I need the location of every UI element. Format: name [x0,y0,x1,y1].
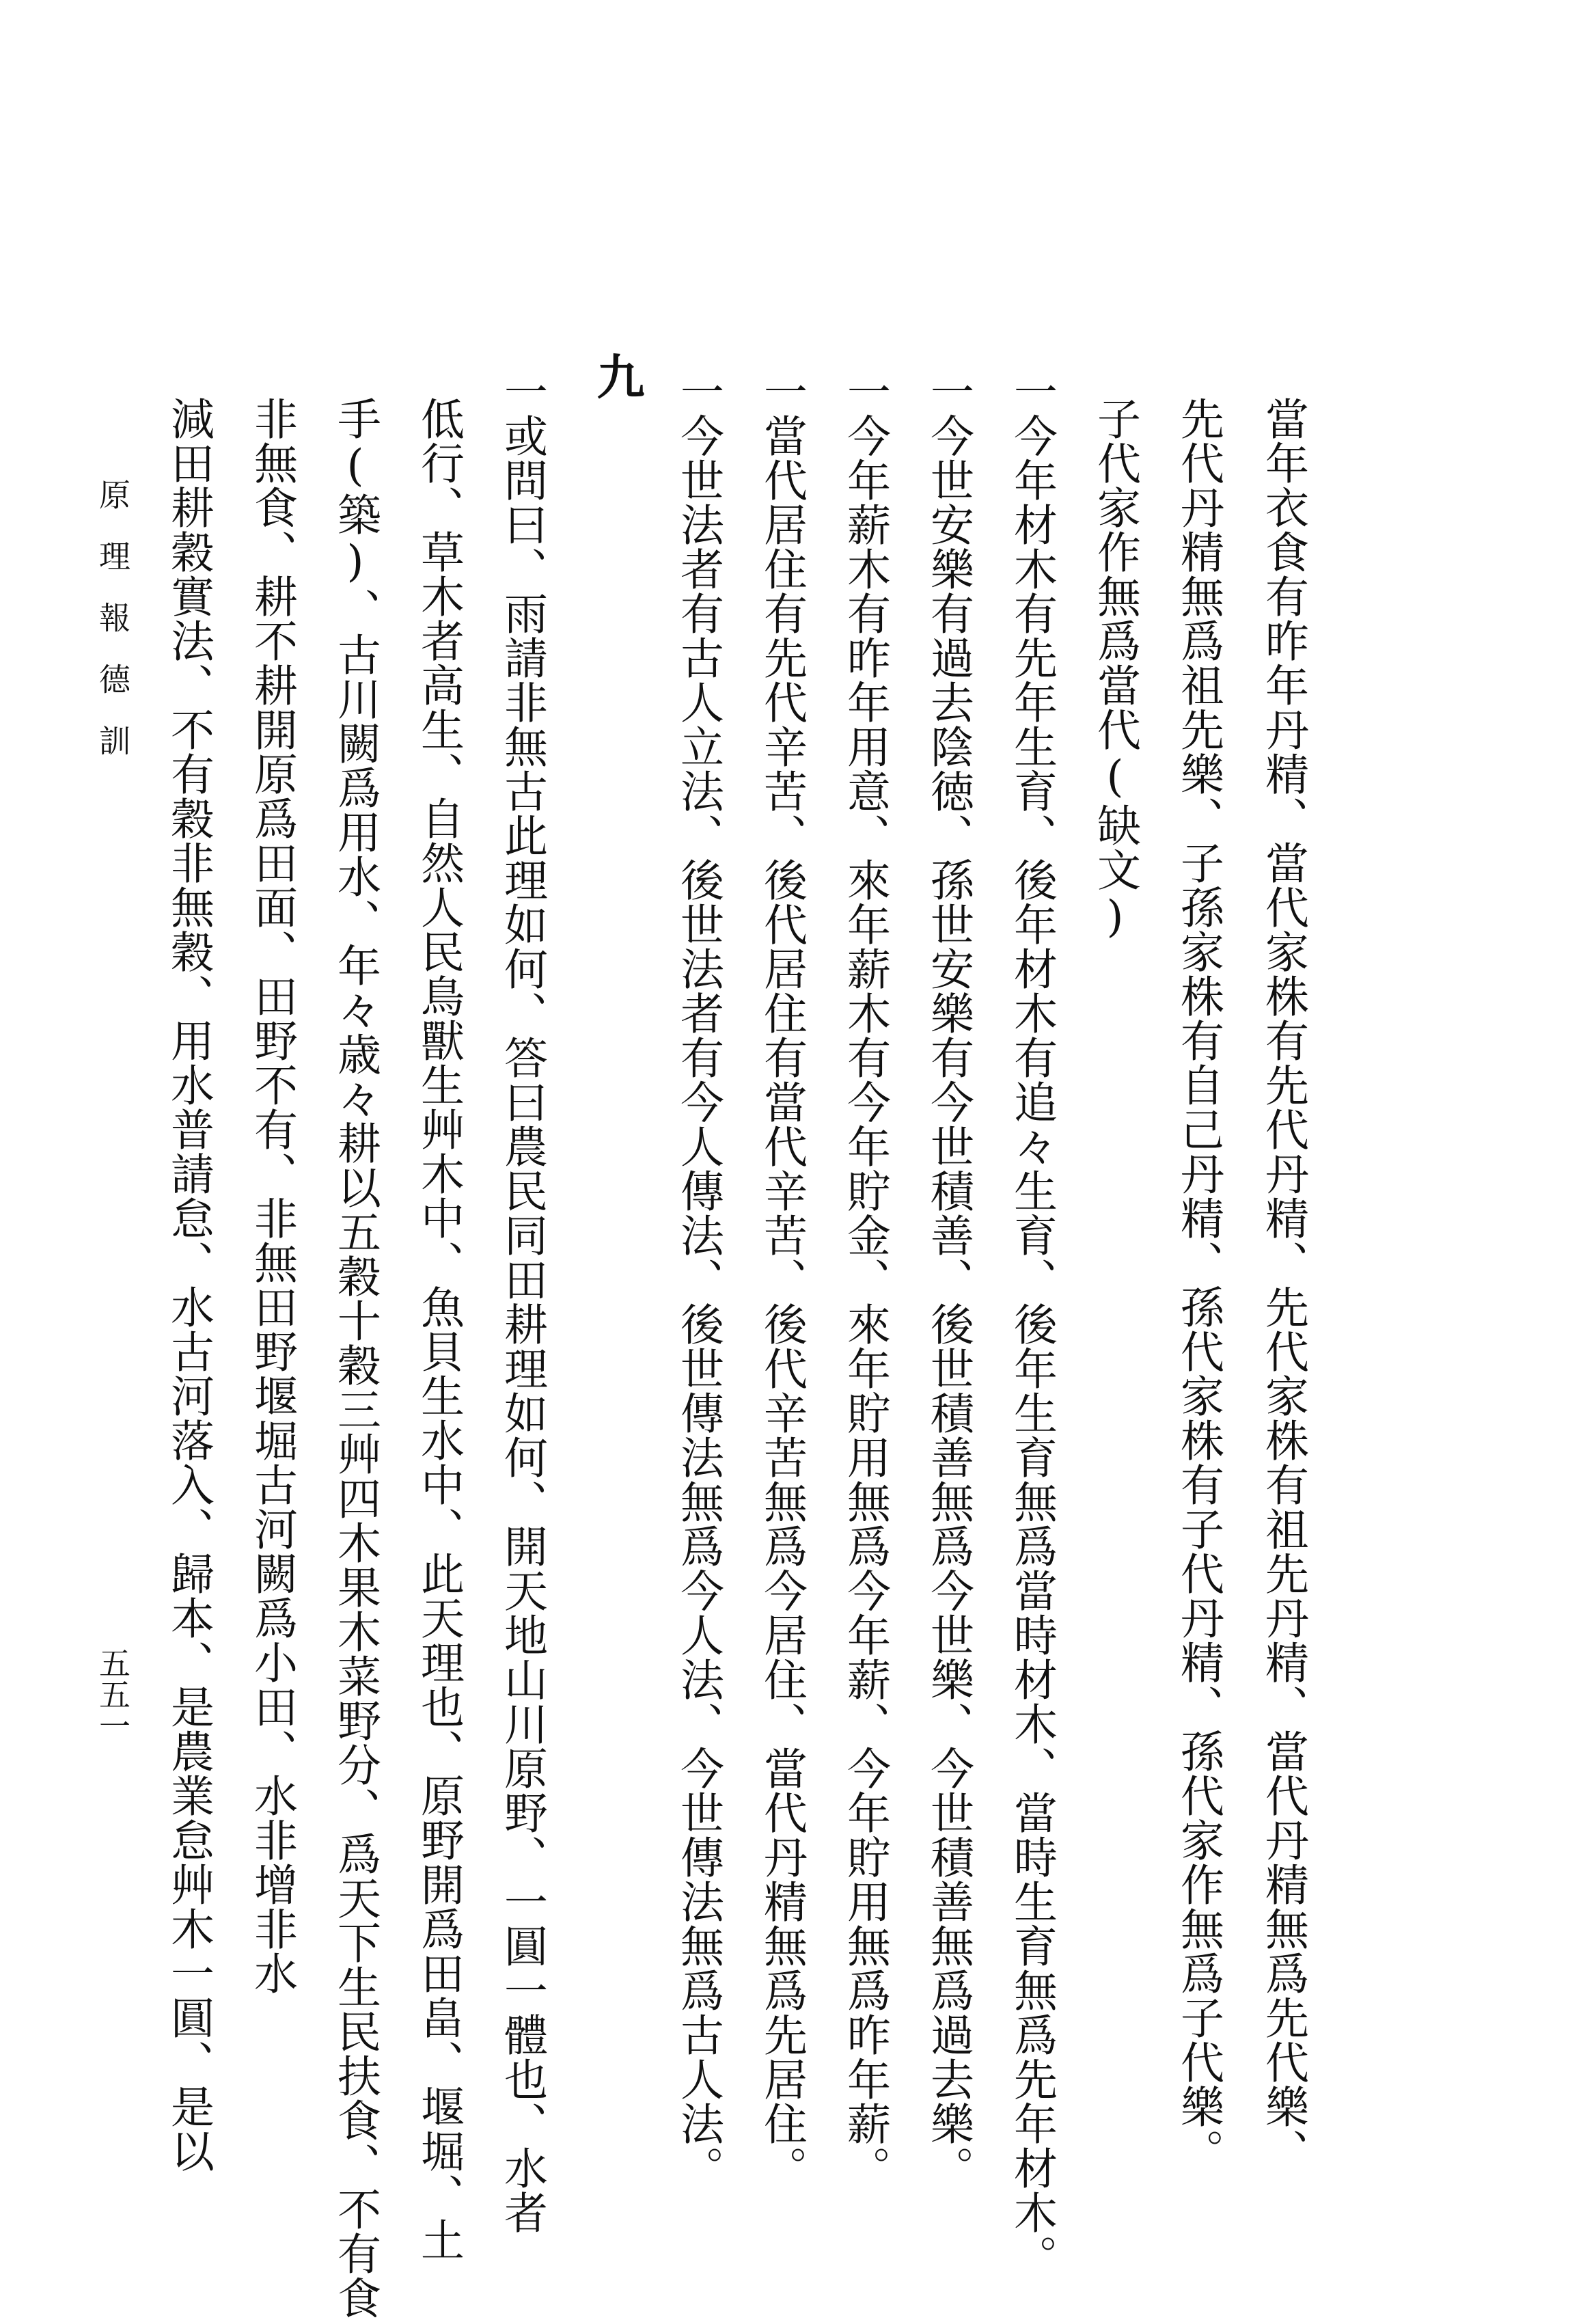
text-column-13: 減田耕穀實法、不有穀非無穀、用水普請怠、水古河落入、歸本、是農業怠艸木一圓、是以 [163,396,214,2173]
text-column-7: 一當代居住有先代辛苦、後代居住有當代辛苦、後代辛苦無爲今居住、當代丹精無爲先居住。 [756,369,807,2190]
text-column-1: 當年衣食有昨年丹精、當代家株有先代丹精、先代家株有祖先丹精、當代丹精無爲先代樂、 [1258,396,1308,2173]
text-column-4: 一今年材木有先年生育、後年材木有追々生育、後年生育無爲當時材木、當時生育無爲先年材木。 [1006,369,1057,2279]
text-column-8: 一今世法者有古人立法、後世法者有今人傳法、後世傳法無爲今人法、今世傳法無爲古人法。 [673,369,724,2190]
text-column-6: 一今年薪木有昨年用意、來年薪木有今年貯金、來年貯用無爲今年薪、今年貯用無爲昨年薪。 [840,369,890,2190]
text-column-3: 子代家作無爲當代(缺文) [1090,396,1140,943]
page-number: 五五一 [94,1647,131,1741]
text-column-12: 非無食、耕不耕開原爲田面、田野不有、非無田野堰堀古河闕爲小田、水非增非水 [247,396,297,1995]
text-column-9: 一或問曰、雨請非無古此理如何、答曰農民同田耕理如何、開天地山川原野、一圓一體也、水者 [497,369,547,2235]
text-column-11: 手(築)、古川闕爲用水、年々歳々耕以五穀十穀三艸四木果木菜野分、爲天下生民扶食、不有食 [330,396,381,2320]
text-column-2: 先代丹精無爲祖先樂、子孫家株有自己丹精、孫代家株有子代丹精、孫代家作無爲子代樂。 [1173,396,1224,2173]
section-number: 九 [589,352,646,400]
book-title: 原理報德訓 [94,478,131,786]
text-column-5: 一今世安樂有過去陰徳、孫世安樂有今世積善、後世積善無爲今世樂、今世積善無爲過去樂。 [923,369,974,2190]
text-column-10: 低行、草木者高生、自然人民鳥獸生艸木中、魚貝生水中、此天理也、原野開爲田畠、堰堀、土 [413,396,464,2262]
